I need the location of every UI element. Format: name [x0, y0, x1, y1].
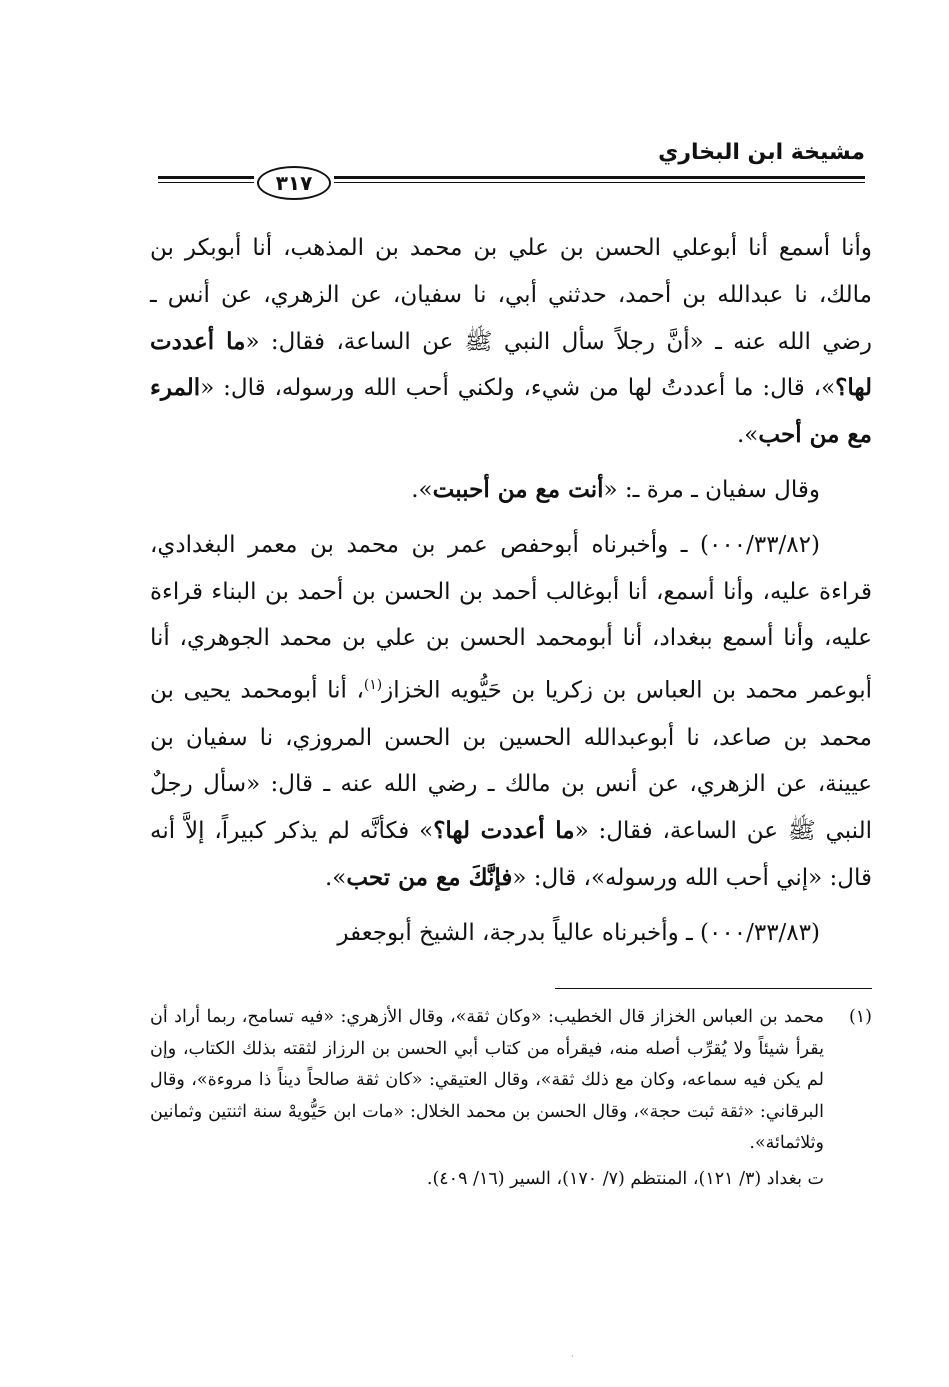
- footnotes: [150, 1002, 872, 1195]
- paragraph-4: (٠٠٠/٣٣/٨٣) ـ وأخبرناه عالياً بدرجة، الشيخ أبوجعفر: [337, 919, 820, 946]
- paragraph-1: وأنا أسمع أنا أبوعلي الحسن بن علي بن محمد بن المذهب، أنا أبوبكر بن مالك، نا عبدالله بن أحمد، حدثني أبي، نا سفيان، عن الزهري، عن أنس ـ رضي الله عنه ـ «أنَّ رجلاً سأل النبي ﷺ عن الساعة، فقال: «ما أعددت لها؟»، قال: ما أعددتُ لها من شيء، ولكني أحب الله ورسوله، قال: «المرء مع من أحب».: [150, 235, 873, 449]
- scan-speck: ·: [571, 1352, 574, 1361]
- footnote-reference: ت بغداد (٣/ ١٢١)، المنتظم (٧/ ١٧٠)، السير (١٦/ ٤٠٩).: [426, 1168, 824, 1189]
- footnote-separator: [555, 988, 872, 989]
- page-number: ٣١٧: [257, 166, 331, 200]
- running-head-title: مشيخة ابن البخاري: [658, 140, 865, 165]
- main-text: [150, 225, 872, 965]
- footnote-marker: (١): [848, 1007, 872, 1027]
- paragraph-2: وقال سفيان ـ مرة ـ: «أنت مع من أحببت».: [411, 475, 820, 503]
- footnote-ref[interactable]: (١): [363, 677, 383, 694]
- footnote-text: محمد بن العباس الخزاز قال الخطيب: «وكان ثقة»، وقال الأزهري: «فيه تسامح، ربما أراد أن يقرأ شيئاً ولا يُقرِّب أصله منه، فيقرأه من كتاب أبي الحسن بن الرزاز لثقته بذلك الكتاب، وإن لم يكن فيه سماعه، وكان مع ذلك ثقة»، وقال العتيقي: «كان ثقة صالحاً ديناً ذا مروءة»، وقال البرقاني: «ثقة ثبت حجة»، وقال الحسن بن محمد الخلال: «مات ابن حَيُّويهْ سنة اثنتين وثمانين وثلاثمائة».: [150, 1007, 824, 1153]
- paragraph-3: (٠٠٠/٣٣/٨٢) ـ وأخبرناه أبوحفص عمر بن محمد بن معمر البغدادي، قراءة عليه، وأنا أسمع، أنا أبوغالب أحمد بن الحسن بن أحمد بن البناء قراءة عليه، وأنا أسمع ببغداد، أنا أبومحمد الحسن بن علي بن محمد الجوهري، أنا أبوعمر محمد بن العباس بن زكريا بن حَيُّويه الخزاز$^{(١)}$، أنا أبومحمد يحيى بن محمد بن صاعد، نا أبوعبدالله الحسين بن الحسن المروزي، نا سفيان بن عيينة، عن الزهري، عن أنس بن مالك ـ رضي الله عنه ـ قال: «سأل رجلٌ النبي ﷺ عن الساعة، فقال: «ما أعددت لها؟» فكأنَّه لم يذكر كبيراً، إلاَّ أنه قال: «إني أحب الله ورسوله»، قال: «فإنَّكَ مع من تحب».: [150, 531, 873, 892]
- footnote-item: [150, 1002, 872, 1160]
